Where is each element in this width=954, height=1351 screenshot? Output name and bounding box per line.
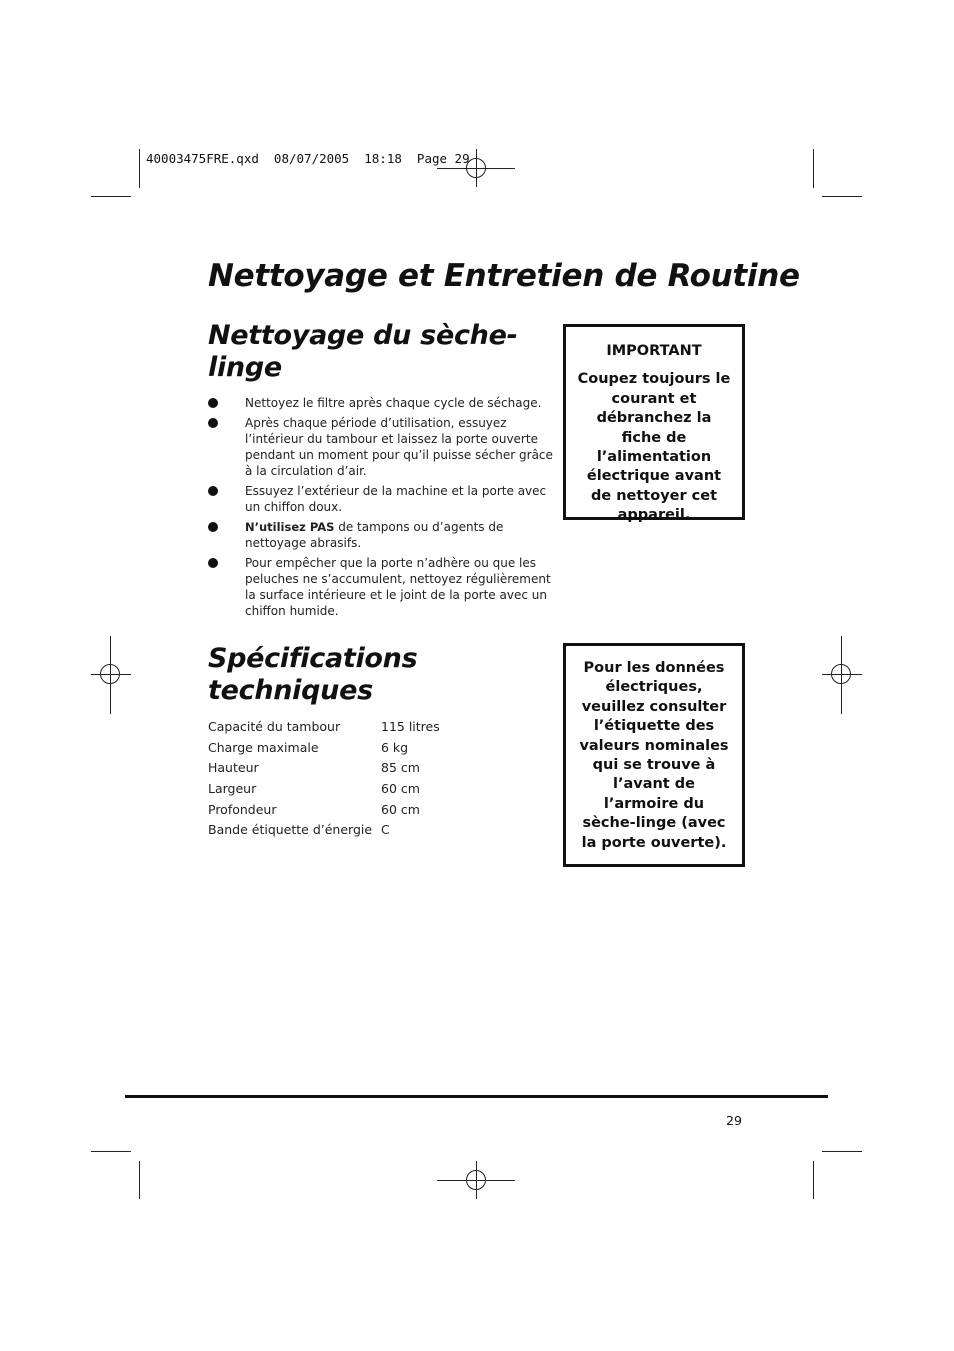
table-row [208, 799, 440, 820]
specs-heading-line2: techniques [208, 675, 373, 706]
list-item-text: Pour empêcher que la porte n’adhère ou que les peluches ne s’accumulent, nettoyez régulièrement la surface intérieure et le joint de la porte avec un chiffon humide. [245, 556, 551, 618]
important-box [563, 324, 745, 524]
bullet-icon [208, 558, 218, 568]
important-title: IMPORTANT [606, 343, 702, 359]
spec-label: Bande étiquette d’énergie [208, 822, 373, 838]
list-item [208, 519, 553, 551]
cleaning-heading-line2: linge [208, 352, 282, 383]
electrical-info-body: Pour les données électriques, veuillez consulter l’étiquette des valeurs nominales qui se trouve à l’avant de l’armoire du sèche-linge (avec la porte ouverte). [579, 660, 729, 851]
bullet-icon [208, 418, 218, 428]
bullet-icon [208, 398, 218, 408]
important-body: Coupez toujours le courant et débranchez la fiche de l’alimentation électrique avant de nettoyer cet appareil. [577, 371, 731, 524]
spec-label: Capacité du tambour [208, 718, 341, 734]
spec-label: Hauteur [208, 760, 259, 776]
spec-value: 6 kg [381, 739, 409, 755]
cleaning-heading-line1: Nettoyage du sèche- [208, 320, 518, 351]
table-row [208, 778, 440, 799]
list-item [208, 555, 553, 619]
specs-heading-line1: Spécifications [208, 643, 418, 674]
electrical-info-box [563, 643, 745, 867]
cleaning-list [208, 395, 553, 623]
list-item [208, 483, 553, 515]
spec-table [208, 716, 440, 840]
table-row [208, 737, 440, 758]
list-item-text: Essuyez l’extérieur de la machine et la porte avec un chiffon doux. [245, 484, 547, 514]
spec-value: 85 cm [381, 760, 420, 776]
file-slug: 40003475FRE.qxd 08/07/2005 18:18 Page 29 [146, 151, 470, 166]
spec-value: C [381, 822, 390, 838]
list-item-text: Nettoyez le filtre après chaque cycle de séchage. [245, 396, 542, 410]
spec-value: 60 cm [381, 780, 420, 796]
table-row [208, 757, 440, 778]
list-item-text: de tampons ou d’agents de nettoyage abrasifs. [245, 520, 504, 550]
bullet-icon [208, 522, 218, 532]
cleaning-heading [208, 320, 538, 384]
spec-value: 60 cm [381, 801, 420, 817]
list-item [208, 415, 553, 479]
list-item [208, 395, 553, 411]
page-title: Nettoyage et Entretien de Routine [208, 258, 800, 294]
spec-label: Profondeur [208, 801, 277, 817]
list-item-emphasis: N’utilisez PAS [245, 520, 335, 534]
spec-label: Charge maximale [208, 739, 319, 755]
page-number: 29 [726, 1113, 742, 1128]
bullet-icon [208, 486, 218, 496]
specs-heading [208, 643, 538, 707]
footer-rule [125, 1095, 828, 1098]
table-row [208, 819, 440, 840]
spec-label: Largeur [208, 780, 257, 796]
table-row [208, 716, 440, 737]
list-item-text: Après chaque période d’utilisation, essuyez l’intérieur du tambour et laissez la porte ouverte pendant un moment pour qu’il puisse sécher grâce à la circulation d’air. [245, 416, 553, 478]
spec-value: 115 litres [381, 718, 440, 734]
